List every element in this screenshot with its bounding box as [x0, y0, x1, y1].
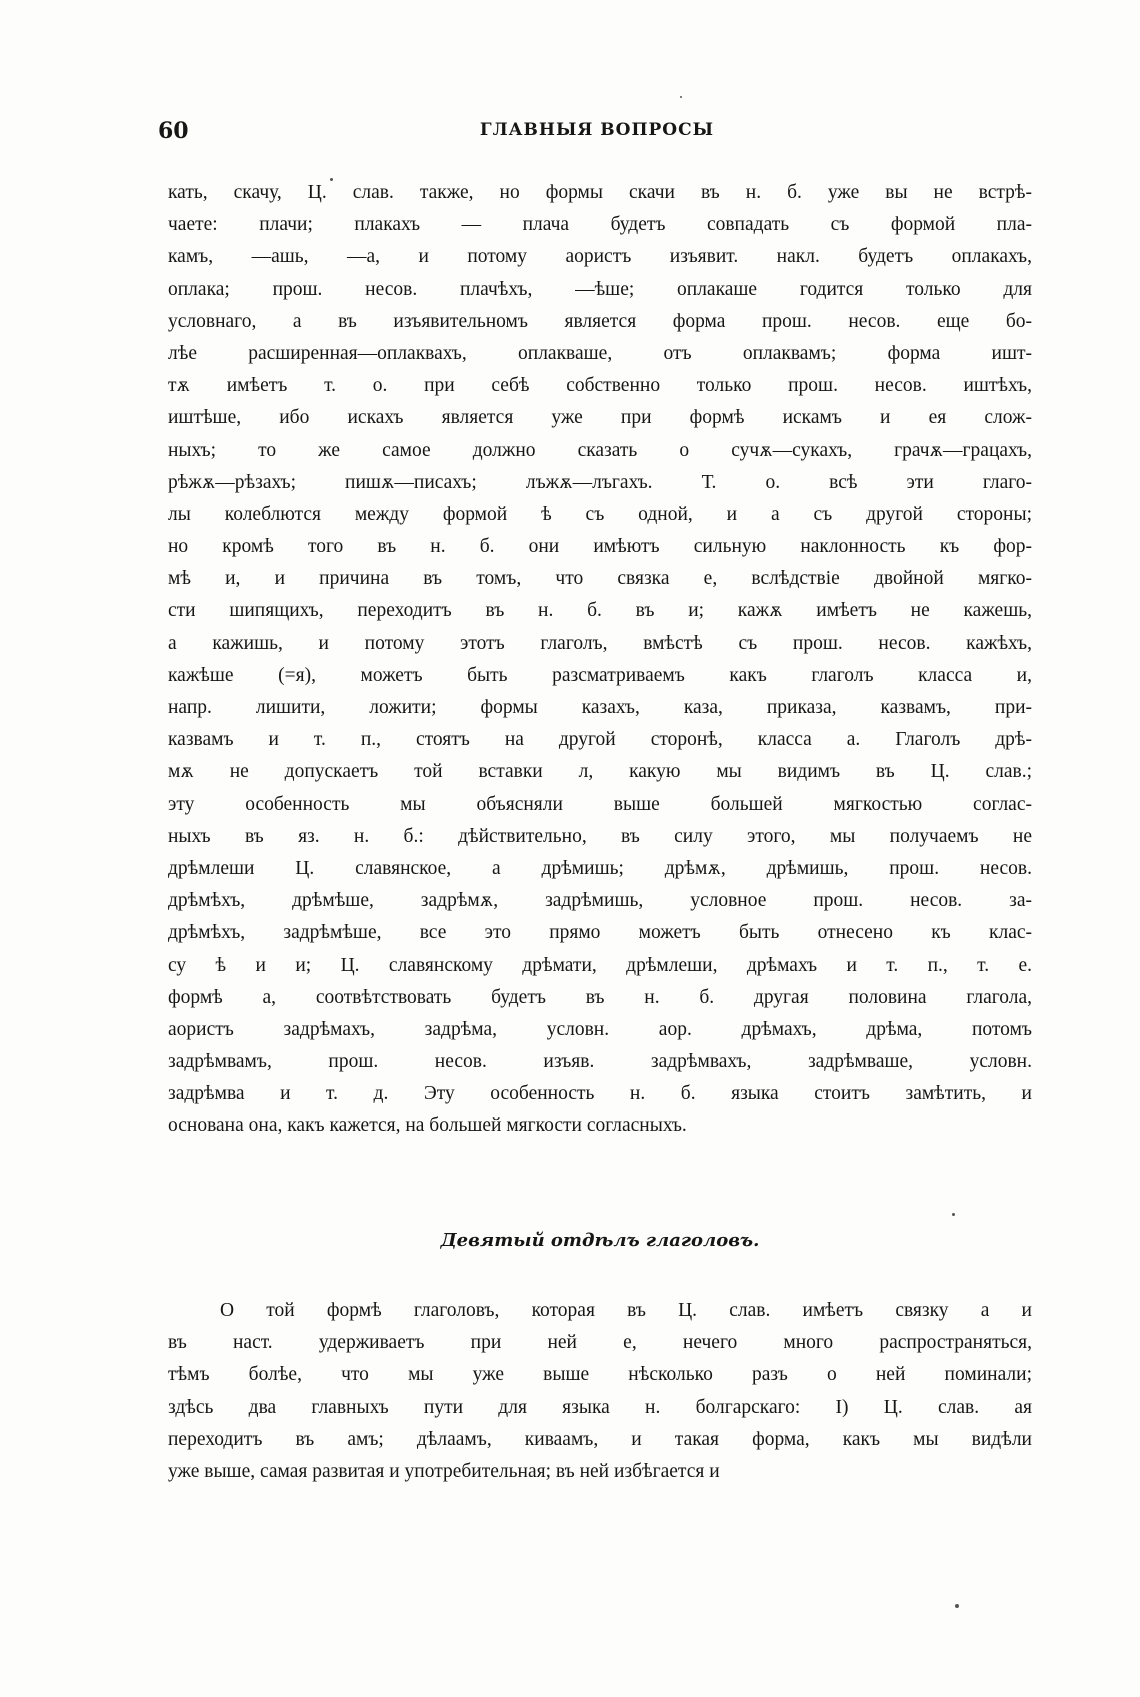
scan-speck [955, 1604, 959, 1608]
text-line: иштѣше, ибо искахъ является уже при формѣ искамъ и ея слож- [168, 407, 1032, 429]
scan-speck [952, 1213, 955, 1216]
running-head: ГЛАВНЫЯ ВОПРОСЫ [479, 120, 715, 140]
text-line: мѣ и, и причина въ томъ, что связка е, вслѣдствіе двойной мягко- [168, 568, 1032, 590]
main-paragraph [168, 177, 1032, 1143]
text-line: эту особенность мы объясняли выше большей мягкостью соглас- [168, 793, 1032, 815]
text-line: формѣ а, соотвѣтствовать будетъ въ н. б. другая половина глагола, [168, 986, 1032, 1008]
text-line: уже выше, самая развитая и употребительная; въ ней избѣгается и [168, 1460, 720, 1482]
text-line: кать, скачу, Ц. слав. также, но формы скачи въ н. б. уже вы не встрѣ- [168, 182, 1032, 203]
page-number: 60 [158, 118, 189, 144]
text-line: ныхъ; то же самое должно сказать о сучѫ—сукахъ, грачѫ—грацахъ, [168, 439, 1032, 461]
text-line: тѣмъ болѣе, что мы уже выше нѣсколько разъ о ней поминали; [168, 1364, 1032, 1386]
section-paragraph [168, 1295, 1032, 1488]
text-line: тѫ имѣетъ т. о. при себѣ собственно только прош. несов. иштѣхъ, [168, 375, 1032, 397]
text-line: камъ, —ашь, —а, и потому аористъ изъявит. накл. будетъ оплакахъ, [168, 246, 1032, 268]
text-line: мѫ не допускаетъ той вставки л, какую мы видимъ въ Ц. слав.; [168, 761, 1032, 783]
text-line: условнаго, а въ изъявительномъ является форма прош. несов. еще бо- [168, 310, 1032, 332]
text-line: оплака; прош. несов. плачѣхъ, —ѣше; оплакаше годится только для [168, 278, 1032, 300]
text-line: въ наст. удерживаетъ при ней е, нечего много распространяться, [168, 1332, 1032, 1354]
text-line: задрѣмвамъ, прош. несов. изъяв. задрѣмвахъ, задрѣмваше, условн. [168, 1051, 1032, 1073]
text-line: ныхъ въ яз. н. б.: дѣйствительно, въ силу этого, мы получаемъ не [168, 825, 1032, 847]
text-line: дрѣмѣхъ, дрѣмѣше, задрѣмѫ, задрѣмишь, условное прош. несов. за- [168, 890, 1032, 912]
text-line: су ѣ и и; Ц. славянскому дрѣмати, дрѣмлеши, дрѣмахъ и т. п., т. е. [168, 954, 1032, 976]
text-line: дрѣмѣхъ, задрѣмѣше, все это прямо можетъ быть отнесено къ клас- [168, 922, 1032, 944]
text-line: а кажишь, и потому этотъ глаголъ, вмѣстѣ съ прош. несов. кажѣхъ, [168, 632, 1032, 654]
text-line: напр. лишити, ложити; формы казахъ, каза, приказа, казвамъ, при- [168, 697, 1032, 718]
text-line: казвамъ и т. п., стоятъ на другой сторонѣ, класса а. Глаголъ дрѣ- [168, 729, 1032, 751]
text-line: рѣжѫ—рѣзахъ; пишѫ—писахъ; лъжѫ—лъгахъ. Т. о. всѣ эти глаго- [168, 471, 1032, 493]
text-line: кажѣше (=я), можетъ быть разсматриваемъ какъ глаголъ класса и, [168, 664, 1032, 686]
text-line: лѣе расширенная—оплаквахъ, оплакваше, отъ оплаквамъ; форма ишт- [168, 342, 1032, 364]
text-line: задрѣмва и т. д. Эту особенность н. б. языка стоитъ замѣтить, и [168, 1083, 1032, 1105]
text-line: переходитъ въ амъ; дѣлаамъ, киваамъ, и такая форма, какъ мы видѣли [168, 1428, 1032, 1450]
text-line: здѣсь два главныхъ пути для языка н. болгарскаго: I) Ц. слав. ая [168, 1396, 1032, 1418]
text-line: лы колеблются между формой ѣ съ одной, и а съ другой стороны; [168, 503, 1032, 525]
scan-speck [680, 96, 682, 98]
page-header [158, 118, 1036, 152]
scan-speck [330, 178, 333, 181]
text-line: сти шипящихъ, переходитъ въ н. б. въ и; кажѫ имѣетъ не кажешь, [168, 600, 1032, 622]
text-line: аористъ задрѣмахъ, задрѣма, условн. аор. дрѣмахъ, дрѣма, потомъ [168, 1018, 1032, 1040]
text-line: чаете: плачи; плакахъ — плача будетъ совпадать съ формой пла- [168, 214, 1032, 236]
text-line: дрѣмлеши Ц. славянское, а дрѣмишь; дрѣмѫ, дрѣмишь, прош. несов. [168, 857, 1032, 879]
section-heading: Девятый отдѣлъ глаголовъ. [440, 1230, 760, 1251]
text-line: основана она, какъ кажется, на большей мягкости согласныхъ. [168, 1115, 687, 1137]
text-line: но кромѣ того въ н. б. они имѣютъ сильную наклонность къ фор- [168, 536, 1032, 558]
text-line: О той формѣ глаголовъ, которая въ Ц. слав. имѣетъ связку а и [220, 1300, 1032, 1321]
